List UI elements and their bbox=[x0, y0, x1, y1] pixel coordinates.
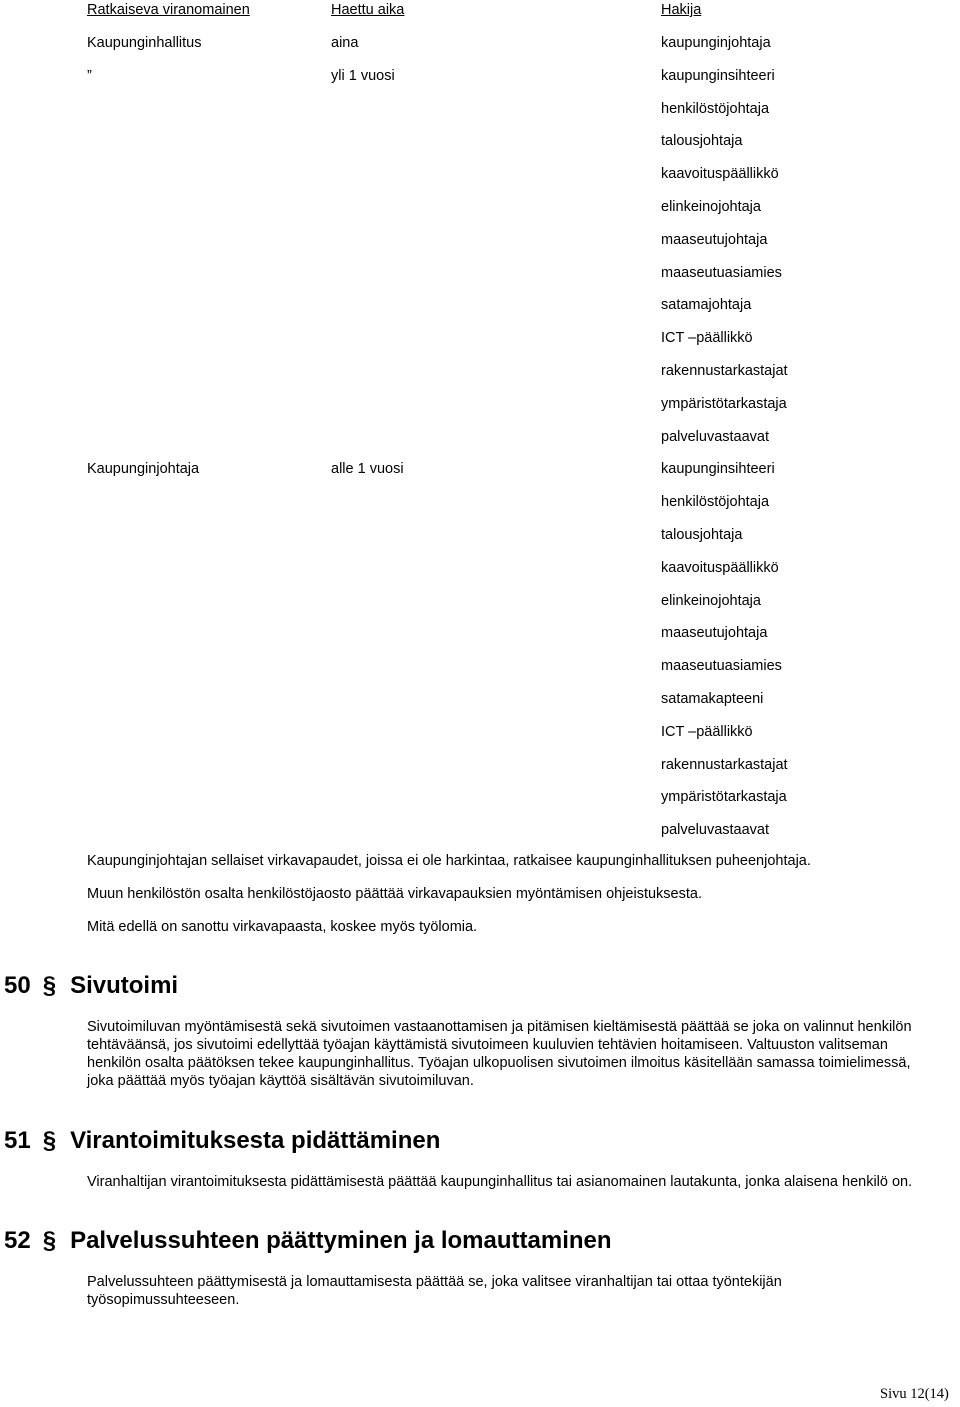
section-symbol: § bbox=[42, 1227, 57, 1254]
page-number: Sivu 12(14) bbox=[880, 1386, 949, 1402]
header-applicant: Hakija bbox=[661, 2, 702, 18]
cell-applicant: rakennustarkastajat bbox=[661, 363, 788, 379]
cell-applicant: henkilöstöjohtaja bbox=[661, 494, 770, 510]
cell-applicant: ympäristötarkastaja bbox=[661, 396, 787, 412]
body-line: Palvelussuhteen päättymisestä ja lomauttamisesta päättää se, joka valitsee viranhaltijan tai ottaa työntekijän bbox=[87, 1274, 782, 1290]
cell-applicant: maaseutujohtaja bbox=[661, 625, 768, 641]
cell-applicant: palveluvastaavat bbox=[661, 429, 770, 445]
note-3: Mitä edellä on sanottu virkavapaasta, koskee myös työlomia. bbox=[87, 919, 478, 935]
cell-applicant: ICT –päällikkö bbox=[661, 724, 753, 740]
note-2: Muun henkilöstön osalta henkilöstöjaosto päättää virkavapauksien myöntämisen ohjeistuksesta. bbox=[87, 886, 702, 902]
cell-authority: Kaupunginjohtaja bbox=[87, 461, 200, 477]
cell-applicant: kaupunginsihteeri bbox=[661, 461, 775, 477]
cell-applicant: kaupunginsihteeri bbox=[661, 68, 775, 84]
cell-applicant: ympäristötarkastaja bbox=[661, 789, 787, 805]
header-authority: Ratkaiseva viranomainen bbox=[87, 2, 250, 18]
section-heading-51 bbox=[4, 1126, 440, 1156]
section-title: Virantoimituksesta pidättäminen bbox=[70, 1127, 441, 1154]
cell-authority: ” bbox=[87, 68, 92, 84]
header-time: Haettu aika bbox=[331, 2, 405, 18]
section-body-52 bbox=[87, 1273, 782, 1309]
cell-time: alle 1 vuosi bbox=[331, 461, 404, 477]
cell-applicant: elinkeinojohtaja bbox=[661, 199, 761, 215]
cell-applicant: henkilöstöjohtaja bbox=[661, 101, 770, 117]
cell-applicant: satamakapteeni bbox=[661, 691, 764, 707]
body-line: joka päättää myös työajan käyttöä sisältävän sivutoimiluvan. bbox=[87, 1073, 474, 1089]
cell-applicant: satamajohtaja bbox=[661, 297, 752, 313]
cell-applicant: talousjohtaja bbox=[661, 133, 743, 149]
body-line: Sivutoimiluvan myöntämisestä sekä sivutoimen vastaanottamisen ja pitämisen kieltämisestä päättää se joka on valinnut henkilön bbox=[87, 1019, 912, 1035]
cell-applicant: talousjohtaja bbox=[661, 527, 743, 543]
cell-applicant: maaseutuasiamies bbox=[661, 658, 782, 674]
section-symbol: § bbox=[42, 972, 57, 999]
section-heading-50 bbox=[4, 971, 178, 1001]
section-symbol: § bbox=[42, 1127, 57, 1154]
cell-time: yli 1 vuosi bbox=[331, 68, 395, 84]
section-number: 52 bbox=[4, 1227, 31, 1254]
cell-applicant: kaupunginjohtaja bbox=[661, 35, 771, 51]
section-heading-52 bbox=[4, 1226, 612, 1256]
cell-applicant: maaseutuasiamies bbox=[661, 265, 782, 281]
cell-applicant: kaavoituspäällikkö bbox=[661, 560, 779, 576]
body-line: Viranhaltijan virantoimituksesta pidättämisestä päättää kaupunginhallitus tai asianomainen lautakunta, jonka alaisena henkilö on. bbox=[87, 1174, 913, 1190]
cell-authority: Kaupunginhallitus bbox=[87, 35, 202, 51]
body-line: työsopimussuhteeseen. bbox=[87, 1292, 240, 1308]
cell-applicant: maaseutujohtaja bbox=[661, 232, 768, 248]
section-title: Palvelussuhteen päättyminen ja lomauttaminen bbox=[70, 1227, 612, 1254]
cell-applicant: rakennustarkastajat bbox=[661, 757, 788, 773]
section-number: 51 bbox=[4, 1127, 31, 1154]
section-body-50 bbox=[87, 1018, 912, 1090]
cell-applicant: ICT –päällikkö bbox=[661, 330, 753, 346]
cell-time: aina bbox=[331, 35, 359, 51]
note-1: Kaupunginjohtajan sellaiset virkavapaudet, joissa ei ole harkintaa, ratkaisee kaupunginhallituksen puheenjohtaja. bbox=[87, 853, 811, 869]
section-number: 50 bbox=[4, 972, 31, 999]
section-body-51 bbox=[87, 1173, 912, 1191]
body-line: tehtäväänsä, jos sivutoimi edellyttää työajan käyttämistä sivutoimeen kuuluvien tehtävien hoitamiseen. Valtuuston valitseman bbox=[87, 1037, 888, 1053]
body-line: henkilön osalta päätöksen tekee kaupunginhallitus. Työajan ulkopuolisen sivutoimen ilmoitus käsitellään samassa toimielimessä, bbox=[87, 1055, 911, 1071]
cell-applicant: palveluvastaavat bbox=[661, 822, 770, 838]
section-title: Sivutoimi bbox=[70, 972, 179, 999]
cell-applicant: kaavoituspäällikkö bbox=[661, 166, 779, 182]
cell-applicant: elinkeinojohtaja bbox=[661, 593, 761, 609]
